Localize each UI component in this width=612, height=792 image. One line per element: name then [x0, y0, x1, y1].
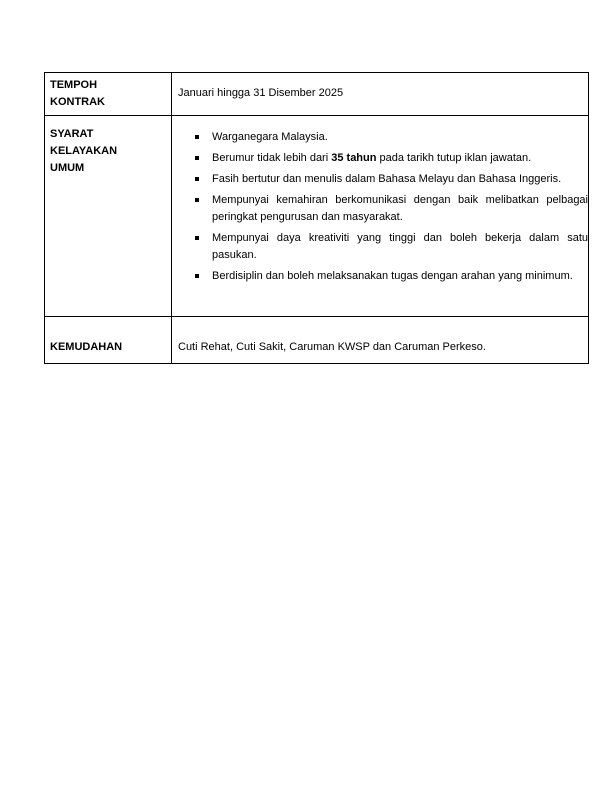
list-item	[172, 230, 588, 264]
requirement-text: Berdisiplin dan boleh melaksanakan tugas dengan arahan yang minimum.	[212, 270, 573, 282]
benefits-text: Cuti Rehat, Cuti Sakit, Caruman KWSP dan Caruman Perkeso.	[178, 341, 486, 353]
list-item	[172, 150, 588, 167]
requirement-text: Mempunyai daya kreativiti yang tinggi dan boleh bekerja dalam satu pasukan.	[212, 232, 588, 261]
value-cell-kemudahan	[172, 317, 589, 364]
label-cell-tempoh-kontrak	[45, 73, 172, 116]
list-item	[172, 171, 588, 188]
label-tempoh: TEMPOH	[50, 79, 98, 91]
square-bullet-icon	[195, 177, 199, 181]
list-item	[172, 129, 588, 146]
requirement-text-after: pada tarikh tutup iklan jawatan.	[376, 152, 532, 164]
label-kontrak: KONTRAK	[50, 96, 105, 108]
list-item	[172, 268, 588, 285]
requirement-text: Fasih bertutur dan menulis dalam Bahasa Melayu dan Bahasa Inggeris.	[212, 173, 562, 185]
label-kelayakan: KELAYAKAN	[50, 145, 118, 157]
requirement-age-limit: 35 tahun	[331, 152, 377, 164]
square-bullet-icon	[195, 236, 199, 240]
contract-period-text: Januari hingga 31 Disember 2025	[178, 87, 344, 99]
table-row-syarat-kelayakan	[45, 116, 589, 317]
square-bullet-icon	[195, 156, 199, 160]
value-cell-syarat-kelayakan	[172, 116, 589, 317]
requirement-text: Mempunyai kemahiran berkomunikasi dengan baik melibatkan pelbagai peringkat pengurusan dan masyarakat.	[212, 194, 588, 223]
label-umum: UMUM	[50, 162, 85, 174]
requirement-text: Warganegara Malaysia.	[212, 131, 328, 143]
label-cell-syarat-kelayakan	[45, 116, 172, 317]
job-info-table	[44, 72, 589, 364]
square-bullet-icon	[195, 274, 199, 278]
label-cell-kemudahan	[45, 317, 172, 364]
square-bullet-icon	[195, 198, 199, 202]
list-item	[172, 192, 588, 226]
label-syarat: SYARAT	[50, 128, 94, 140]
square-bullet-icon	[195, 135, 199, 139]
label-kemudahan: KEMUDAHAN	[50, 341, 123, 353]
table-row-tempoh-kontrak	[45, 73, 589, 116]
table-row-kemudahan	[45, 317, 589, 364]
requirements-list	[172, 116, 588, 285]
value-cell-tempoh-kontrak	[172, 73, 589, 116]
requirement-text-before: Berumur tidak lebih dari	[212, 152, 332, 164]
